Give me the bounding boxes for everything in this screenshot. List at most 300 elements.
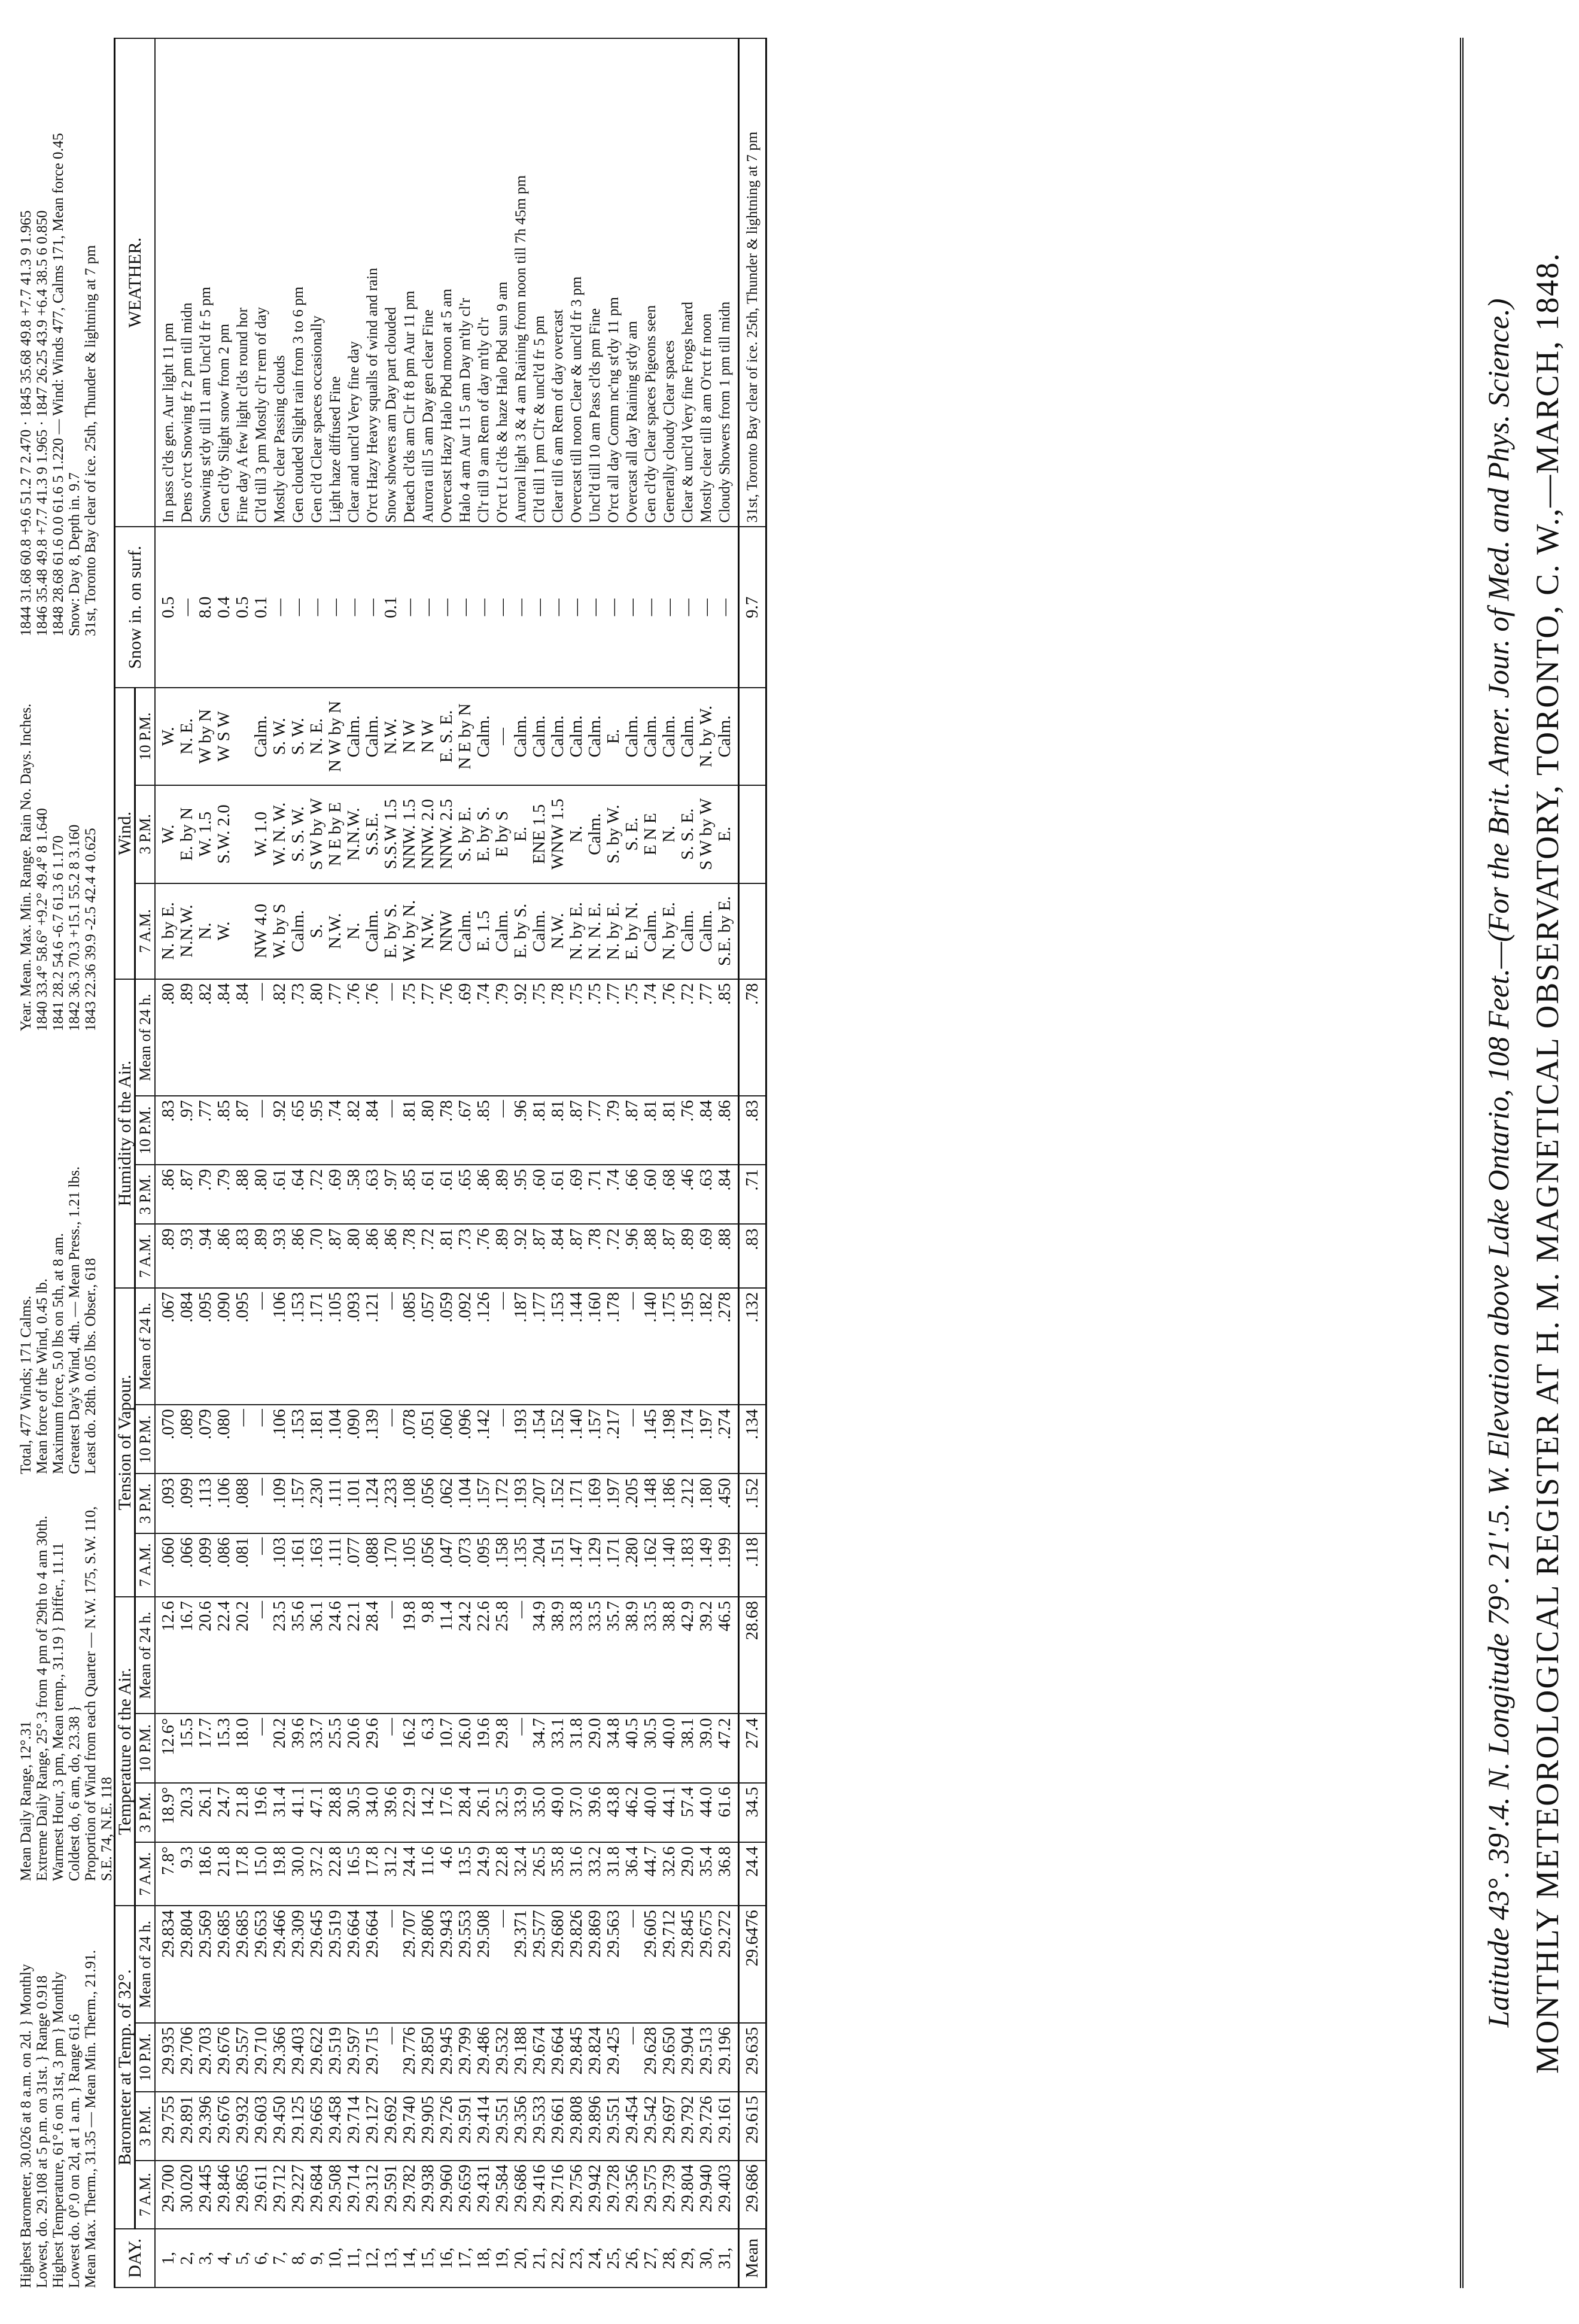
table-cell: 29.0 [679, 1842, 697, 1906]
table-cell: 33.8 [567, 1597, 586, 1714]
table-cell: 37.0 [567, 1783, 586, 1842]
table-cell: 31.6 [567, 1842, 586, 1906]
table-cell: Calm. [679, 688, 697, 785]
sub-header: 3 P.M. [135, 1474, 156, 1533]
table-cell: .177 [530, 1288, 549, 1405]
table-cell: — [382, 1714, 400, 1783]
table-cell: W. [155, 688, 178, 785]
table-cell: .73 [289, 979, 308, 1096]
table-cell: N. [660, 785, 679, 883]
table-cell: 29.645 [308, 1906, 326, 2022]
table-cell: — [567, 527, 586, 688]
table-cell: 34.9 [530, 1597, 549, 1714]
title-rule [1460, 38, 1464, 2288]
table-row [716, 38, 739, 2287]
sub-header: 7 A.M. [135, 883, 156, 979]
mean-cell: 29.635 [739, 2023, 766, 2092]
table-cell: .93 [178, 1224, 196, 1287]
table-cell: — [623, 1906, 641, 2022]
table-cell: E. [512, 785, 530, 883]
table-cell: .88 [716, 1224, 739, 1287]
mean-cell: .118 [739, 1533, 766, 1597]
table-cell: 29.674 [530, 2023, 549, 2092]
group-barometer: Barometer at Temp. of 32°. [115, 1906, 135, 2229]
table-cell: .060 [437, 1405, 456, 1474]
table-cell: 17.8 [363, 1842, 382, 1906]
table-cell: 29.676 [215, 2023, 233, 2092]
table-cell: 36.1 [308, 1597, 326, 1714]
table-cell: 29.664 [549, 2023, 567, 2092]
table-cell: .76 [363, 979, 382, 1096]
table-cell: E. [716, 785, 739, 883]
table-cell: .76 [660, 979, 679, 1096]
table-cell: — [289, 527, 308, 688]
table-cell: .073 [456, 1533, 474, 1597]
weather-cell: Overcast Hazy Halo Pbd moon at 5 am [437, 38, 456, 527]
table-cell: .089 [178, 1405, 196, 1474]
table-cell: 29.466 [270, 1906, 289, 2022]
table-cell: — [623, 527, 641, 688]
table-cell: .095 [233, 1288, 252, 1405]
table-cell: NNW. 2.5 [437, 785, 456, 883]
table-cell: 10.7 [437, 1714, 456, 1783]
table-cell: .066 [178, 1533, 196, 1597]
table-cell: .085 [400, 1288, 419, 1405]
table-cell: 22.6 [474, 1597, 493, 1714]
sub-header: 10 P.M. [135, 688, 156, 785]
table-cell: .080 [215, 1405, 233, 1474]
table-row [623, 38, 641, 2287]
table-cell: 29.940 [697, 2161, 716, 2229]
table-cell: 29.834 [155, 1906, 178, 2022]
table-cell: 12.6° [155, 1714, 178, 1783]
table-cell: Calm. [623, 688, 641, 785]
table-cell: .145 [641, 1405, 660, 1474]
table-cell: .105 [400, 1533, 419, 1597]
table-cell: 29.846 [215, 2161, 233, 2229]
table-cell: 29.575 [641, 2161, 660, 2229]
table-cell: .69 [456, 979, 474, 1096]
table-cell: 29.756 [567, 2161, 586, 2229]
table-cell: 16.7 [178, 1597, 196, 1714]
table-cell: .74 [326, 1096, 345, 1165]
table-cell: .87 [567, 1224, 586, 1287]
table-cell: — [233, 1405, 252, 1474]
table-cell: 36.8 [716, 1842, 739, 1906]
table-cell: 22.8 [493, 1842, 512, 1906]
table-row [326, 38, 345, 2287]
col-weather: WEATHER. [115, 38, 156, 527]
table-cell: 29.808 [567, 2092, 586, 2161]
table-cell: .099 [196, 1533, 215, 1597]
table-cell: .160 [586, 1288, 604, 1405]
table-cell: .71 [586, 1165, 604, 1224]
table-cell: .69 [567, 1165, 586, 1224]
table-cell: 17.8 [233, 1842, 252, 1906]
table-cell: — [493, 1906, 512, 2022]
table-cell: .80 [419, 1096, 437, 1165]
table-cell: .61 [270, 1165, 289, 1224]
table-cell: 26.1 [474, 1783, 493, 1842]
table-cell: .178 [604, 1288, 623, 1405]
day-cell: 22, [549, 2229, 567, 2287]
table-cell: — [716, 527, 739, 688]
table-cell: .090 [345, 1405, 363, 1474]
table-cell: Calm. [549, 688, 567, 785]
day-cell: 24, [586, 2229, 604, 2287]
table-cell: — [530, 527, 549, 688]
table-row [493, 38, 512, 2287]
table-cell: .84 [697, 1096, 716, 1165]
table-cell: 29.685 [215, 1906, 233, 2022]
table-cell: .80 [308, 979, 326, 1096]
weather-cell: Generally cloudy Clear spaces [660, 38, 679, 527]
table-cell: .175 [660, 1288, 679, 1405]
table-cell: S. [308, 883, 326, 979]
table-cell: E. [604, 688, 623, 785]
table-cell: NNW [437, 883, 456, 979]
weather-cell: Light haze diffused Fine [326, 38, 345, 527]
table-cell: 30.5 [641, 1714, 660, 1783]
table-cell: 29.712 [270, 2161, 289, 2229]
table-cell: — [252, 979, 270, 1096]
table-cell: 29.865 [233, 2161, 252, 2229]
table-row [549, 38, 567, 2287]
table-cell: .157 [586, 1405, 604, 1474]
table-cell: — [493, 1096, 512, 1165]
table-cell: .086 [215, 1533, 233, 1597]
table-cell: 29.905 [419, 2092, 437, 2161]
day-cell: 25, [604, 2229, 623, 2287]
table-cell: Calm. [586, 785, 604, 883]
table-cell: 0.1 [252, 527, 270, 688]
table-cell: 29.396 [196, 2092, 215, 2161]
weather-cell: Gen cl'dy Clear spaces Pigeons seen [641, 38, 660, 527]
table-cell: 41.1 [289, 1783, 308, 1842]
table-cell: N. [196, 883, 215, 979]
table-cell: .060 [155, 1533, 178, 1597]
sub-header: Mean of 24 h. [135, 979, 156, 1096]
table-cell: 9.8 [419, 1597, 437, 1714]
table-cell: .171 [604, 1533, 623, 1597]
table-cell: .152 [549, 1474, 567, 1533]
table-cell: .193 [512, 1405, 530, 1474]
table-cell: 29.356 [512, 2092, 530, 2161]
table-cell: Calm. [716, 688, 739, 785]
weather-cell: Gen clouded Slight rain from 3 to 6 pm [289, 38, 308, 527]
summary-line: Maximum force, 5.0 lbs on 5th, at 8 am. [50, 1233, 66, 1474]
mean-cell: .132 [739, 1288, 766, 1405]
table-cell: .081 [233, 1533, 252, 1597]
table-cell: .109 [270, 1474, 289, 1533]
table-cell: 38.9 [623, 1597, 641, 1714]
table-cell: 29.676 [215, 2092, 233, 2161]
table-cell: 29.450 [270, 2092, 289, 2161]
table-cell: .171 [308, 1288, 326, 1405]
table-cell: .047 [437, 1533, 456, 1597]
table-cell: .193 [512, 1474, 530, 1533]
table-cell: .80 [345, 1224, 363, 1287]
table-cell: Calm. [252, 688, 270, 785]
table-cell: 28.4 [363, 1597, 382, 1714]
table-cell: .154 [530, 1405, 549, 1474]
day-cell: 30, [697, 2229, 716, 2287]
table-cell: W by N [196, 688, 215, 785]
table-row [155, 38, 178, 2287]
table-cell: .153 [289, 1405, 308, 1474]
table-cell: S.E. by E. [716, 883, 739, 979]
weather-cell: Gen cl'dy Slight snow from 2 pm [215, 38, 233, 527]
table-cell: .77 [326, 979, 345, 1096]
table-cell: W. N. W. [270, 785, 289, 883]
table-cell: .205 [623, 1474, 641, 1533]
table-cell: .81 [549, 1096, 567, 1165]
mean-cell [739, 883, 766, 979]
table-row [400, 38, 419, 2287]
table-cell: 11.4 [437, 1597, 456, 1714]
page-subtitle: Latitude 43°. 39'.4. N. Longitude 79°. 21'.5. W. Elevation above Lake Ontario, 108 Feet.—(For the Brit. Amer. Jour. of Med. and Phys. Science.) [1481, 298, 1515, 2028]
summary-line: Lowest do. 0°.0 on 2d, at 1 a.m. } Range 61.6 [66, 2013, 83, 2288]
page-title: MONTHLY METEOROLOGICAL REGISTER AT H. M. MAGNETICAL OBSERVATORY, TORONTO, C. W.,—MARCH, 1848. [1529, 252, 1565, 2074]
table-cell: .113 [196, 1474, 215, 1533]
table-cell: 29.700 [155, 2161, 178, 2229]
table-cell: — [252, 1597, 270, 1714]
summary-line: Mean Daily Range, 12°.31 [18, 1721, 34, 1881]
table-cell: 20.6 [345, 1714, 363, 1783]
table-cell: — [363, 527, 382, 688]
table-cell: 14.2 [419, 1783, 437, 1842]
table-cell: — [623, 1288, 641, 1405]
table-cell: 29.563 [604, 1906, 623, 2022]
table-cell: 46.2 [623, 1783, 641, 1842]
table-cell: 30.0 [289, 1842, 308, 1906]
weather-cell: O'rct all day Comm nc'ng st'dy 11 pm [604, 38, 623, 527]
sub-header: 3 P.M. [135, 785, 156, 883]
table-cell: S W by W [697, 785, 716, 883]
weather-cell: Gen cl'd Clear spaces occasionally [308, 38, 326, 527]
table-cell: NNW. 2.0 [419, 785, 437, 883]
day-cell: 6, [252, 2229, 270, 2287]
mean-cell [739, 688, 766, 785]
table-cell: .78 [549, 979, 567, 1096]
table-cell: — [493, 688, 512, 785]
table-cell: .142 [474, 1405, 493, 1474]
table-cell: .077 [345, 1533, 363, 1597]
table-cell: .106 [215, 1474, 233, 1533]
table-cell: .450 [716, 1474, 739, 1533]
weather-cell: Halo 4 am Aur 11 5 am Day m'tly cl'r [456, 38, 474, 527]
table-cell: E by S [493, 785, 512, 883]
table-cell: — [512, 527, 530, 688]
table-cell: .151 [549, 1533, 567, 1597]
day-cell: 12, [363, 2229, 382, 2287]
table-cell: .78 [437, 1096, 456, 1165]
col-snow: Snow in. on surf. [115, 527, 156, 688]
table-cell: — [252, 1714, 270, 1783]
table-cell: .84 [716, 1165, 739, 1224]
mean-cell: 28.68 [739, 1597, 766, 1714]
table-cell: — [604, 527, 623, 688]
table-cell: .74 [641, 979, 660, 1096]
table-cell: .153 [289, 1288, 308, 1405]
table-cell: 33.2 [586, 1842, 604, 1906]
table-cell: 29.508 [326, 2161, 345, 2229]
summary-line: Proportion of Wind from each Quarter — N.W. 175, S.W. 110, S.E. 74, N.E. 118 [83, 1506, 115, 1881]
table-cell: 57.4 [679, 1783, 697, 1842]
table-cell: .92 [512, 979, 530, 1096]
table-cell: .61 [549, 1165, 567, 1224]
table-cell: .099 [178, 1474, 196, 1533]
table-cell: .121 [363, 1288, 382, 1405]
table-cell: Calm. [363, 688, 382, 785]
table-cell: — [345, 527, 363, 688]
table-cell: 29.675 [697, 1906, 716, 2022]
day-cell: 1, [155, 2229, 178, 2287]
table-cell: 29.584 [493, 2161, 512, 2229]
table-cell: .87 [567, 1096, 586, 1165]
mean-cell: .71 [739, 1165, 766, 1224]
table-cell: .95 [308, 1096, 326, 1165]
table-cell: N.W. [549, 883, 567, 979]
table-cell: .77 [586, 1096, 604, 1165]
table-cell: 30.5 [345, 1783, 363, 1842]
mean-cell: 31st, Toronto Bay clear of ice. 25th, Thunder & lightning at 7 pm [739, 38, 766, 527]
table-cell: Calm. [474, 688, 493, 785]
day-cell: 15, [419, 2229, 437, 2287]
table-cell: 0.4 [215, 527, 233, 688]
weather-cell: Clear till 6 am Rem of day overcast [549, 38, 567, 527]
table-cell: E. by N [178, 785, 196, 883]
table-cell: .76 [437, 979, 456, 1096]
table-cell: .85 [474, 1096, 493, 1165]
table-cell: 26.1 [196, 1783, 215, 1842]
sub-header: 3 P.M. [135, 1165, 156, 1224]
table-cell: Calm. [530, 883, 549, 979]
table-cell: N E by E [326, 785, 345, 883]
table-cell: 29.553 [456, 1906, 474, 2022]
table-cell: .056 [419, 1474, 437, 1533]
table-cell: .152 [549, 1405, 567, 1474]
table-cell: 29.628 [641, 2023, 660, 2092]
mean-cell: 9.7 [739, 527, 766, 688]
mean-label: Mean [739, 2229, 766, 2287]
table-cell: N. E. [178, 688, 196, 785]
table-cell: — [419, 527, 437, 688]
table-cell: Calm. [679, 883, 697, 979]
table-cell: Calm. [697, 883, 716, 979]
table-cell: .85 [215, 1096, 233, 1165]
table-cell: 35.0 [530, 1783, 549, 1842]
table-cell: 29.715 [363, 2023, 382, 2092]
table-cell: .79 [196, 1165, 215, 1224]
table-cell: S.W. 2.0 [215, 785, 233, 883]
table-cell: 24.2 [456, 1597, 474, 1714]
table-row [196, 38, 215, 2287]
table-cell: 43.8 [604, 1783, 623, 1842]
table-cell: .057 [419, 1288, 437, 1405]
table-cell: — [308, 527, 326, 688]
table-cell: — [660, 527, 679, 688]
table-cell: .111 [326, 1533, 345, 1597]
table-cell: 29.938 [419, 2161, 437, 2229]
table-cell: .60 [641, 1165, 660, 1224]
table-cell: 35.7 [604, 1597, 623, 1714]
table-cell: .67 [456, 1096, 474, 1165]
table-cell: S. W. [289, 688, 308, 785]
table-cell: — [456, 527, 474, 688]
table-cell: — [326, 527, 345, 688]
day-cell: 14, [400, 2229, 419, 2287]
table-cell: .70 [308, 1224, 326, 1287]
table-cell: .82 [196, 979, 215, 1096]
sub-header: 3 P.M. [135, 2092, 156, 2161]
table-cell: 31.2 [382, 1842, 400, 1906]
table-cell: 29.782 [400, 2161, 419, 2229]
table-cell: .092 [456, 1288, 474, 1405]
table-cell: .106 [270, 1288, 289, 1405]
table-cell: 16.5 [345, 1842, 363, 1906]
table-cell: 29.692 [382, 2092, 400, 2161]
table-cell: 29.371 [512, 1906, 530, 2022]
table-cell: 29.686 [512, 2161, 530, 2229]
table-cell: .105 [326, 1288, 345, 1405]
summary-line: 1842 36.3 70.3 +15.1 55.2 8 3.160 [66, 824, 83, 1031]
table-cell: .197 [697, 1405, 716, 1474]
table-cell: W S W [215, 688, 233, 785]
table-cell: 39.6 [289, 1714, 308, 1783]
table-cell: .66 [623, 1165, 641, 1224]
table-cell: .153 [549, 1288, 567, 1405]
summary-line: Warmest Hour, 3 pm, Mean temp., 31.19 } Differ., 11.11 [50, 1542, 66, 1881]
table-cell: .72 [604, 1224, 623, 1287]
table-cell: .161 [289, 1533, 308, 1597]
table-cell: 20.2 [270, 1714, 289, 1783]
table-cell: .144 [567, 1288, 586, 1405]
day-cell: 18, [474, 2229, 493, 2287]
table-cell: W. 1.0 [252, 785, 270, 883]
table-cell: 29.508 [474, 1906, 493, 2022]
sub-header: 10 P.M. [135, 1714, 156, 1783]
table-cell: — [382, 1405, 400, 1474]
table-cell: 24.7 [215, 1783, 233, 1842]
weather-cell: Cl'd till 3 pm Mostly cl'r rem of day [252, 38, 270, 527]
table-cell: .85 [400, 1165, 419, 1224]
table-cell: .76 [474, 1224, 493, 1287]
table-cell: Calm. [641, 688, 660, 785]
sub-header: 10 P.M. [135, 2023, 156, 2092]
summary-line: 1846 35.48 49.8 +7.7 41.3 9 1.965 · 1847 26.25 43.9 +6.4 38.5 6 0.850 [34, 210, 50, 636]
table-cell: 23.5 [270, 1597, 289, 1714]
table-cell: N W by N [326, 688, 345, 785]
table-cell: .170 [382, 1533, 400, 1597]
table-cell: .088 [363, 1533, 382, 1597]
day-cell: 27, [641, 2229, 660, 2287]
summary-line: Lowest, do. 29.108 at 5 p.m. on 31st. } Range 0.918 [34, 1975, 50, 2288]
mean-cell: 29.6476 [739, 1906, 766, 2022]
table-cell: S.S.W 1.5 [382, 785, 400, 883]
table-cell: 18.9° [155, 1783, 178, 1842]
table-cell: .81 [530, 1096, 549, 1165]
table-cell: 38.1 [679, 1714, 697, 1783]
sub-header: 7 A.M. [135, 1224, 156, 1287]
table-cell: 19.6 [474, 1714, 493, 1783]
table-cell: 29.454 [623, 2092, 641, 2161]
table-cell: N. E. [308, 688, 326, 785]
table-cell: 29.904 [679, 2023, 697, 2092]
table-cell: .104 [326, 1405, 345, 1474]
table-cell: .088 [233, 1474, 252, 1533]
table-cell: 29.519 [326, 1906, 345, 2022]
